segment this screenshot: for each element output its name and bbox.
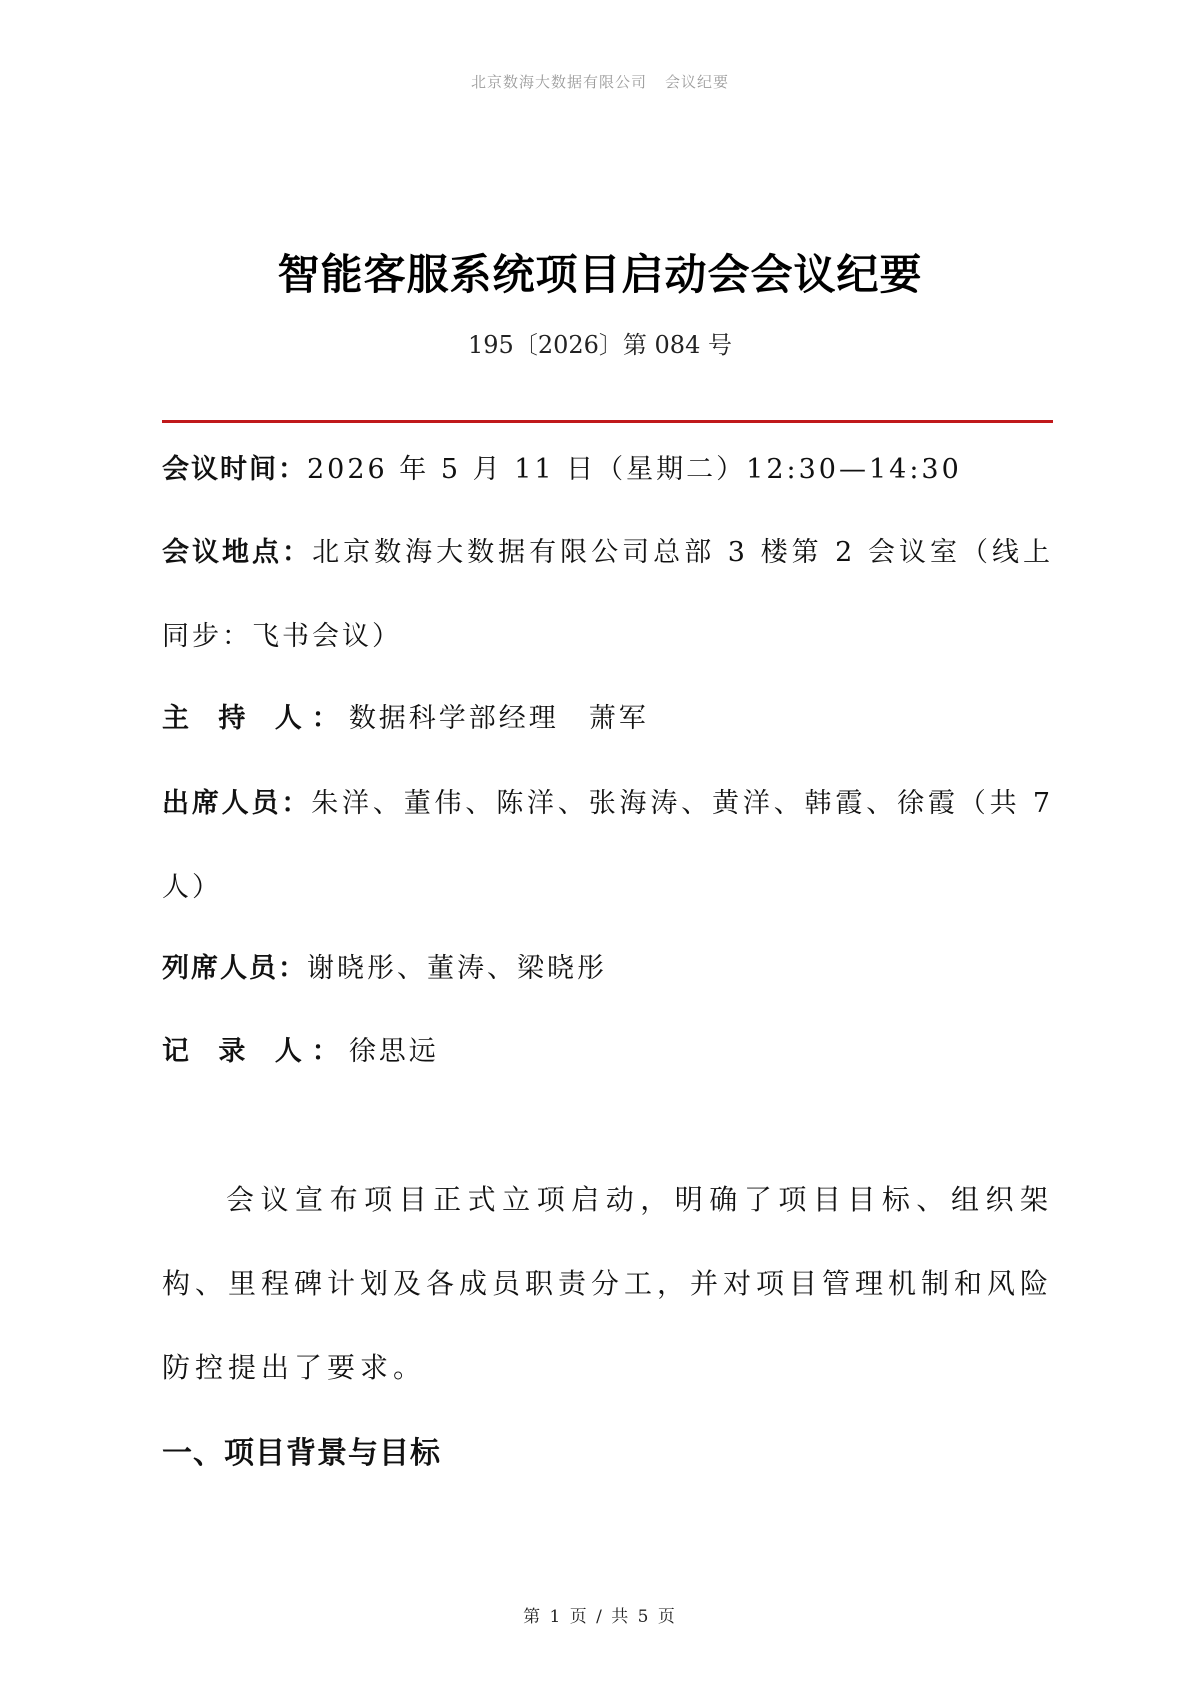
meeting-time-value: 2026 年 5 月 11 日（星期二）12:30—14:30 xyxy=(307,454,962,485)
host-label: 主 持 人： xyxy=(162,703,349,734)
document-number: 195〔2026〕第 084 号 xyxy=(468,331,732,359)
recorder-row xyxy=(162,1010,1053,1094)
recorder-label: 记 录 人： xyxy=(162,1036,349,1067)
summary-paragraph: 会议宣布项目正式立项启动，明确了项目目标、组织架构、里程碑计划及各成员职责分工，并对项目管理机制和风险防控提出了要求。 xyxy=(162,1183,1054,1384)
nonvoting-label: 列席人员： xyxy=(162,953,307,984)
page-header xyxy=(0,71,1200,92)
nonvoting-value: 谢晓彤、董涛、梁晓彤 xyxy=(307,953,607,984)
document-title: 智能客服系统项目启动会会议纪要 xyxy=(277,250,923,299)
header-company: 北京数海大数据有限公司 xyxy=(470,73,647,91)
header-doc-type: 会议纪要 xyxy=(665,73,730,91)
attendees-label: 出席人员： xyxy=(162,788,312,819)
recorder-value: 徐思远 xyxy=(348,1036,439,1067)
host-row xyxy=(162,677,1053,761)
meeting-place-value: 北京数海大数据有限公司总部 3 楼第 2 会议室（线上同步：飞书会议） xyxy=(162,537,1054,652)
meeting-time-label: 会议时间： xyxy=(162,454,307,485)
attendees-row xyxy=(162,762,1053,930)
nonvoting-attendees-row xyxy=(162,927,1053,1011)
meeting-place-row xyxy=(162,511,1053,679)
attendees-value: 朱洋、董伟、陈洋、张海涛、黄洋、韩霞、徐霞（共 7 人） xyxy=(162,788,1054,903)
page-footer: 第 1 页 / 共 5 页 xyxy=(523,1607,677,1627)
meeting-time-row xyxy=(162,428,1053,512)
meeting-place-label: 会议地点： xyxy=(162,537,313,568)
red-divider xyxy=(162,420,1053,423)
host-value: 数据科学部经理 萧军 xyxy=(348,703,649,734)
section-heading: 一、项目背景与目标 xyxy=(162,1436,441,1471)
